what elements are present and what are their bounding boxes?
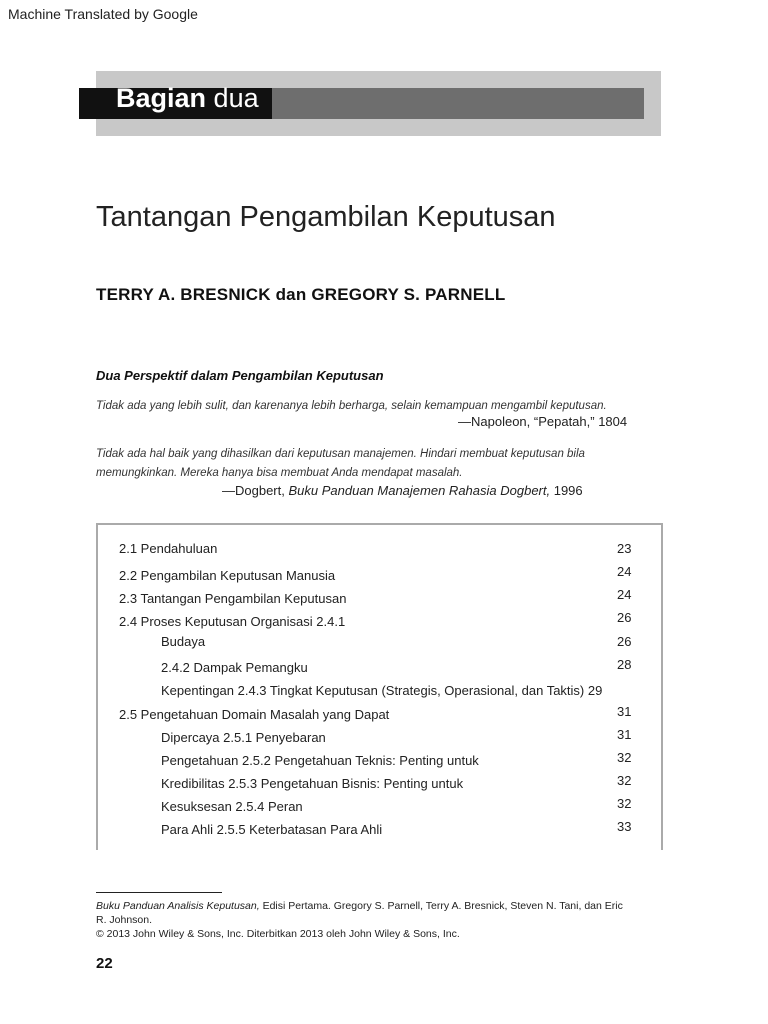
part-word: Bagian [116,83,207,113]
toc-page-2-5-2: 32 [617,750,632,765]
toc-page-2-5-3: 32 [617,773,632,788]
quote-1-attribution: —Napoleon, “Pepatah,” 1804 [458,414,628,429]
toc-page-2-3: 24 [617,587,632,602]
toc-page-2-4: 26 [617,610,632,625]
toc-page-2-5-5: 33 [617,819,632,834]
toc-entry-2-4-2: 2.4.2 Dampak Pemangku [161,660,308,675]
quote-2-attribution [222,483,583,498]
toc-entry-2-4-3: Kepentingan 2.4.3 Tingkat Keputusan (Strategis, Operasional, dan Taktis) 29 [161,683,603,698]
toc-entry-2-4: 2.4 Proses Keputusan Organisasi 2.4.1 [119,614,346,629]
footnote [96,899,636,941]
toc-entry-2-5-4: Kesuksesan 2.5.4 Peran [161,799,303,814]
toc-entry-2-5-3: Kredibilitas 2.5.3 Pengetahuan Bisnis: Penting untuk [161,776,464,791]
footnote-rule [96,892,222,893]
quote-2-text: Tidak ada hal baik yang dihasilkan dari keputusan manajemen. Hindari membuat keputusan bila memungkinkan. Mereka hanya bisa membuat Anda mendapat masalah. [96,448,585,479]
toc-page-2-5-1: 31 [617,727,632,742]
section-heading: Dua Perspektif dalam Pengambilan Keputusan [96,368,384,383]
toc-page-2-4-2: 28 [617,657,632,672]
toc-entry-2-3: 2.3 Tantangan Pengambilan Keputusan [119,591,347,606]
chapter-title: Tantangan Pengambilan Keputusan [96,201,556,233]
toc-entry-2-5: 2.5 Pengetahuan Domain Masalah yang Dapat [119,707,390,722]
part-title [116,83,259,114]
quote-2-attribution-year: 1996 [550,483,583,498]
toc-page-2-2: 24 [617,564,632,579]
footnote-copyright: © 2013 John Wiley & Sons, Inc. Diterbitkan 2013 oleh John Wiley & Sons, Inc. [96,928,460,940]
toc-page-2-5-4: 32 [617,796,632,811]
page-number: 22 [96,955,113,972]
toc-entry-2-4-1: Budaya [161,634,206,649]
toc-entry-2-1: 2.1 Pendahuluan [119,541,218,556]
part-number: dua [213,83,259,113]
footnote-citation: Edisi Pertama. Gregory S. Parnell, Terry A. Bresnick, Steven N. Tani, dan Eric R. Johnson. [96,900,623,926]
toc-entry-2-5-5: Para Ahli 2.5.5 Keterbatasan Para Ahli [161,822,383,837]
toc-entry-2-5-2: Pengetahuan 2.5.2 Pengetahuan Teknis: Penting untuk [161,753,479,768]
quote-2-attribution-title: Buku Panduan Manajemen Rahasia Dogbert, [288,483,551,498]
toc-page-2-4-1: 26 [617,634,632,649]
quote-1-text: Tidak ada yang lebih sulit, dan karenanya lebih berharga, selain kemampuan mengambil keputusan. [96,400,607,412]
toc-page-2-5: 31 [617,704,632,719]
quote-2-attribution-prefix: —Dogbert, [222,483,289,498]
toc-entry-2-5-1: Dipercaya 2.5.1 Penyebaran [161,730,326,745]
machine-translated-label: Machine Translated by Google [8,6,198,22]
footnote-book-title: Buku Panduan Analisis Keputusan, [96,900,260,912]
chapter-authors: TERRY A. BRESNICK dan GREGORY S. PARNELL [96,285,506,304]
toc-entry-2-2: 2.2 Pengambilan Keputusan Manusia [119,568,336,583]
toc-page-2-1: 23 [617,541,632,556]
